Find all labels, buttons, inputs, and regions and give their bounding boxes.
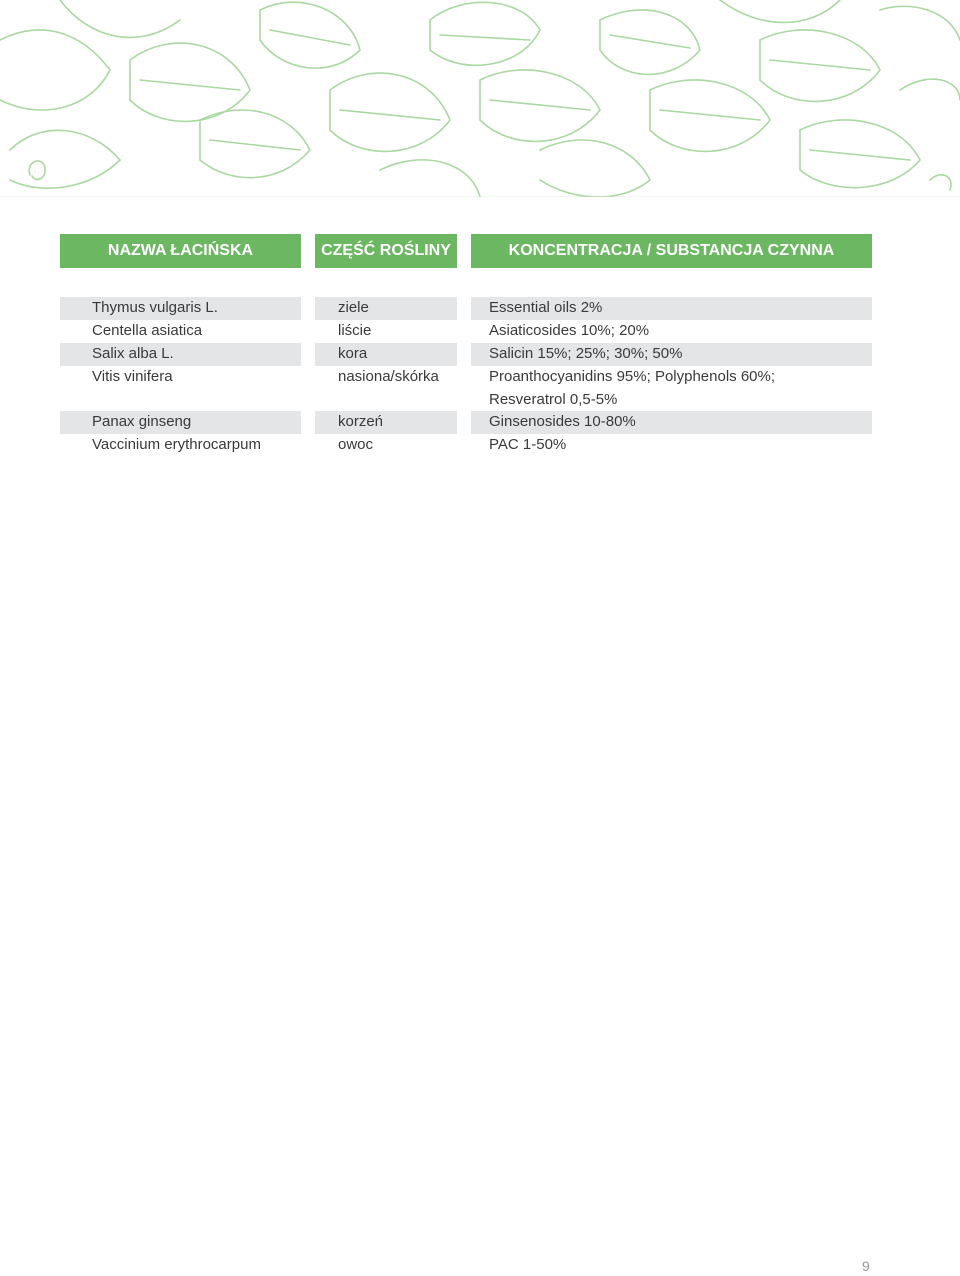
table-row (0, 297, 960, 320)
latin-name-cell: Vitis vinifera (92, 368, 173, 385)
substance-cell: Asiaticosides 10%; 20% (489, 322, 650, 339)
latin-name-cell: Centella asiatica (92, 322, 203, 339)
latin-name-cell: Panax ginseng (92, 413, 192, 430)
substance-cell: Ginsenosides 10-80% (489, 413, 636, 430)
leaf-pattern-banner (0, 0, 960, 197)
header-plant-part: CZĘŚĆ ROŚLINY (315, 234, 457, 268)
plant-part-cell: ziele (338, 299, 369, 316)
table-row (0, 320, 960, 343)
substance-line: Proanthocyanidins 95%; Polyphenols 60%; (489, 368, 776, 385)
plant-part-cell: liście (338, 322, 372, 339)
substance-cell (489, 366, 871, 411)
substance-cell: PAC 1-50% (489, 436, 567, 453)
plant-part-cell: owoc (338, 436, 374, 453)
latin-name-cell: Thymus vulgaris L. (92, 299, 218, 316)
header-latin-name: NAZWA ŁACIŃSKA (60, 234, 301, 268)
substance-cell: Salicin 15%; 25%; 30%; 50% (489, 345, 683, 362)
table-row (0, 366, 960, 411)
latin-name-cell: Salix alba L. (92, 345, 174, 362)
plant-part-cell: korzeń (338, 413, 384, 430)
substance-cell: Essential oils 2% (489, 299, 603, 316)
plant-part-cell: kora (338, 345, 368, 362)
table-row (0, 434, 960, 457)
table-row (0, 411, 960, 434)
page-number: 9 (862, 1258, 870, 1274)
plant-part-cell: nasiona/skórka (338, 368, 439, 385)
latin-name-cell: Vaccinium erythrocarpum (92, 436, 261, 453)
header-concentration: KONCENTRACJA / SUBSTANCJA CZYNNA (471, 234, 872, 268)
table-row (0, 343, 960, 366)
substance-line: Resveratrol 0,5-5% (489, 390, 618, 408)
